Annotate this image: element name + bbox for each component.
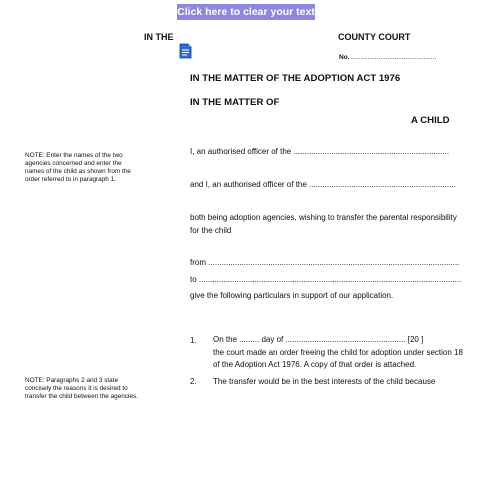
transfer-statement-line-2: for the child: [190, 225, 232, 235]
note-paragraphs: NOTE: Paragraphs 2 and 3 state concisely the reasons it is desired to transfer the child between the agencies.: [25, 377, 138, 400]
officer-line-2[interactable]: and I, an authorised officer of the ..................................................................: [190, 180, 456, 189]
item-1-number: 1.: [190, 336, 197, 345]
to-line[interactable]: to ......................................................................................................................: [190, 275, 462, 284]
case-number-field[interactable]: [339, 54, 436, 61]
officer-line-1[interactable]: I, an authorised officer of the ......................................................................: [190, 147, 450, 156]
transfer-statement: [190, 212, 457, 237]
particulars-statement: give the following particulars in support of our application.: [190, 291, 394, 300]
note-agencies: NOTE: Enter the names of the two agencies concerned and enter the names of the child as shown from the order referred to in paragraph 1.: [25, 152, 131, 183]
item-1: [213, 334, 473, 372]
item-2-line-1: The transfer would be in the best interests of the child because: [213, 377, 436, 386]
item-1-date-line[interactable]: On the ......... day of ...................................................... [20 ]: [213, 335, 424, 344]
in-the-label: IN THE: [144, 32, 174, 42]
document-icon[interactable]: [179, 43, 192, 59]
a-child-heading: A CHILD: [411, 115, 450, 126]
from-line[interactable]: from .................................................................................................................: [190, 258, 460, 267]
case-number-dots: ...............................................: [351, 54, 437, 61]
clear-text-button[interactable]: Click here to clear your text: [177, 6, 315, 18]
case-number-label: No.: [339, 54, 350, 61]
adoption-act-heading: IN THE MATTER OF THE ADOPTION ACT 1976: [190, 73, 401, 84]
item-2-number: 2.: [190, 377, 197, 386]
county-court-label: COUNTY COURT: [338, 32, 411, 42]
item-1-line-3: of the Adoption Act 1976. A copy of that order is attached.: [213, 360, 417, 369]
matter-of-heading: IN THE MATTER OF: [190, 97, 280, 108]
item-1-line-2: the court made an order freeing the child for adoption under section 18: [213, 347, 463, 357]
transfer-statement-line-1: both being adoption agencies, wishing to transfer the parental responsibility: [190, 213, 457, 222]
